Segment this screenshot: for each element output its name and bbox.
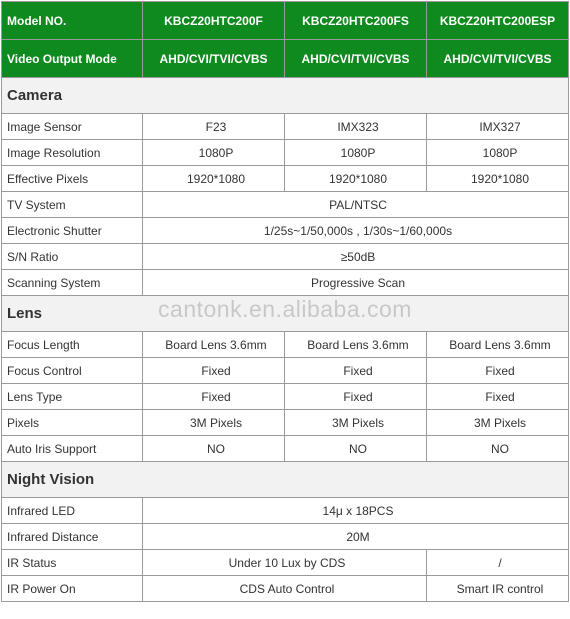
spec-value: 3M Pixels xyxy=(285,410,427,436)
spec-row xyxy=(2,114,569,140)
model-number-cell: KBCZ20HTC200FS xyxy=(285,2,427,40)
spec-value: Board Lens 3.6mm xyxy=(285,332,427,358)
spec-row xyxy=(2,332,569,358)
video-output-label: Video Output Mode xyxy=(2,40,143,78)
spec-value: IMX327 xyxy=(427,114,569,140)
spec-row xyxy=(2,410,569,436)
spec-value: Fixed xyxy=(143,358,285,384)
spec-label: IR Power On xyxy=(2,576,143,602)
spec-value: F23 xyxy=(143,114,285,140)
spec-value: IMX323 xyxy=(285,114,427,140)
section-header-row xyxy=(2,78,569,114)
video-output-cell: AHD/CVI/TVI/CVBS xyxy=(427,40,569,78)
spec-label: Image Sensor xyxy=(2,114,143,140)
spec-value: 1920*1080 xyxy=(427,166,569,192)
spec-label: Image Resolution xyxy=(2,140,143,166)
spec-row xyxy=(2,550,569,576)
spec-value: Board Lens 3.6mm xyxy=(427,332,569,358)
spec-label: Auto Iris Support xyxy=(2,436,143,462)
spec-label: Focus Control xyxy=(2,358,143,384)
spec-value: Fixed xyxy=(427,358,569,384)
spec-value: 1080P xyxy=(285,140,427,166)
spec-row xyxy=(2,384,569,410)
spec-value: NO xyxy=(427,436,569,462)
spec-value: 1920*1080 xyxy=(143,166,285,192)
spec-label: Infrared LED xyxy=(2,498,143,524)
model-number-cell: KBCZ20HTC200F xyxy=(143,2,285,40)
spec-value: 14μ x 18PCS xyxy=(143,498,569,524)
spec-label: Infrared Distance xyxy=(2,524,143,550)
spec-label: S/N Ratio xyxy=(2,244,143,270)
spec-value: / xyxy=(427,550,569,576)
model-number-row xyxy=(2,2,569,40)
spec-label: IR Status xyxy=(2,550,143,576)
spec-row xyxy=(2,140,569,166)
spec-value: ≥50dB xyxy=(143,244,569,270)
spec-row xyxy=(2,218,569,244)
section-title: Camera xyxy=(2,78,569,114)
video-output-row xyxy=(2,40,569,78)
spec-row xyxy=(2,524,569,550)
spec-value: Smart IR control xyxy=(427,576,569,602)
spec-value: CDS Auto Control xyxy=(143,576,427,602)
model-number-cell: KBCZ20HTC200ESP xyxy=(427,2,569,40)
spec-value: 1080P xyxy=(427,140,569,166)
spec-value: Progressive Scan xyxy=(143,270,569,296)
spec-label: TV System xyxy=(2,192,143,218)
spec-row xyxy=(2,270,569,296)
spec-value: NO xyxy=(143,436,285,462)
spec-value: 3M Pixels xyxy=(427,410,569,436)
spec-value: Under 10 Lux by CDS xyxy=(143,550,427,576)
section-header-row xyxy=(2,296,569,332)
spec-value: Fixed xyxy=(285,384,427,410)
spec-value: 1920*1080 xyxy=(285,166,427,192)
section-header-row xyxy=(2,462,569,498)
spec-label: Lens Type xyxy=(2,384,143,410)
spec-label: Focus Length xyxy=(2,332,143,358)
watermark: cantonk.en.alibaba.com xyxy=(158,296,412,322)
spec-row xyxy=(2,244,569,270)
spec-row xyxy=(2,436,569,462)
spec-value: Fixed xyxy=(285,358,427,384)
spec-value: PAL/NTSC xyxy=(143,192,569,218)
spec-table xyxy=(1,1,569,602)
spec-row xyxy=(2,358,569,384)
spec-row xyxy=(2,576,569,602)
video-output-cell: AHD/CVI/TVI/CVBS xyxy=(285,40,427,78)
spec-value: NO xyxy=(285,436,427,462)
spec-value: 1/25s~1/50,000s , 1/30s~1/60,000s xyxy=(143,218,569,244)
spec-label: Electronic Shutter xyxy=(2,218,143,244)
spec-row xyxy=(2,192,569,218)
spec-value: 1080P xyxy=(143,140,285,166)
spec-label: Pixels xyxy=(2,410,143,436)
spec-row xyxy=(2,498,569,524)
spec-value: Board Lens 3.6mm xyxy=(143,332,285,358)
spec-row xyxy=(2,166,569,192)
spec-label: Scanning System xyxy=(2,270,143,296)
spec-label: Effective Pixels xyxy=(2,166,143,192)
section-title: Night Vision xyxy=(2,462,569,498)
spec-table-body xyxy=(2,2,569,602)
video-output-cell: AHD/CVI/TVI/CVBS xyxy=(143,40,285,78)
section-title: Lens xyxy=(2,296,569,332)
model-number-label: Model NO. xyxy=(2,2,143,40)
spec-value: Fixed xyxy=(143,384,285,410)
spec-value: 20M xyxy=(143,524,569,550)
spec-value: 3M Pixels xyxy=(143,410,285,436)
spec-value: Fixed xyxy=(427,384,569,410)
